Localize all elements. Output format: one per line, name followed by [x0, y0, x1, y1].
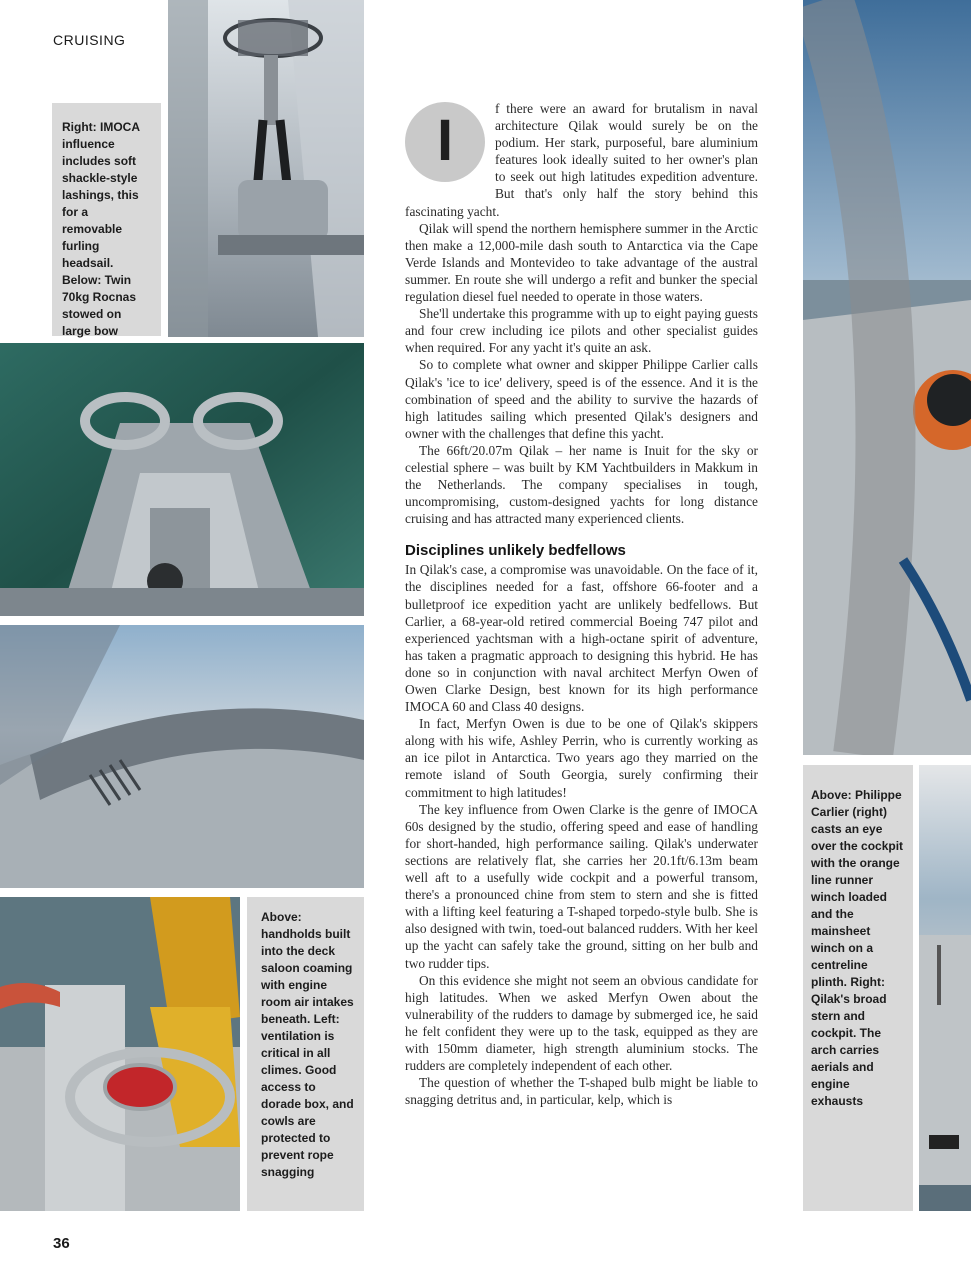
photo-deck-saloon-coaming	[0, 625, 364, 888]
article-paragraph: The 66ft/20.07m Qilak – her name is Inuit for the sky or celestial sphere – was built by KM Yachtbuilders in Makkum in the Netherlands. The company specialises in tough, uncompromising, custom-designed yachts for long distance cruising and has attracted many experienced clients.	[405, 442, 758, 527]
article-paragraph: In Qilak's case, a compromise was unavoidable. On the face of it, the disciplines needed for a fast, offshore 66-footer and a bulletproof ice expedition yacht are unlikely bedfellows. But Carlier, a 68-year-old retired commercial Boeing 747 pilot and experienced yachtsman with a high-octane spirit of adventure, has taken a pragmatic approach to designing this hybrid. He has done so in conjunction with naval architect Merfyn Owen of Owen Clarke Design, best known for its high performance IMOCA 60 and Class 40 designs.	[405, 562, 758, 715]
article-paragraph: The key influence from Owen Clarke is the genre of IMOCA 60s designed by the studio, offering speed and ease of handling for short-handed, high performance sailing. Qilak's underwater sections are relatively flat, she carries her 20.1ft/6.13m beam well aft to a usefully wide cockpit and a powerful transom, there's a pronounced chine from stem to stern and she is fitted with a lifting keel featuring a T-shaped torpedo-style bulb. She is also designed with twin, toed-out balanced rudders. With her keel up the yacht can safely take the ground, sitting on her bulb and two rudder tips.	[405, 801, 758, 971]
photo-shackle-lashing	[168, 0, 364, 337]
photo-cockpit-winch	[803, 0, 971, 755]
article-paragraph: On this evidence she might not seem an obvious candidate for high latitudes. When we asked Merfyn Owen about the vulnerability of the rudders to damage by submerged ice, he said he felt confident they were up to the task, equipped as they are with 150mm diameter, high strength aluminium stocks. The rudders are completely independent of each other.	[405, 972, 758, 1074]
article-paragraph: She'll undertake this programme with up to eight paying guests and four crew including ice pilots and other specialist guides when required. For any yacht it's quite an ask.	[405, 306, 758, 356]
article-subheading: Disciplines unlikely bedfellows	[405, 542, 626, 560]
photo-dorade-box	[0, 897, 240, 1211]
photo-stern-arch	[919, 765, 971, 1211]
drop-cap-letter: I	[436, 108, 454, 173]
photo-bow-rollers	[0, 343, 364, 616]
article-paragraph: The question of whether the T-shaped bulb might be liable to snagging detritus and, in particular, kelp, which is	[405, 1075, 758, 1108]
drop-cap	[405, 102, 485, 182]
article-paragraph: f there were an award for brutalism in naval architecture Qilak would surely be on the podium. Her stark, purposeful, bare aluminium features look ideally suited to her owner's plan to seek out high latitudes expedition adventure. But that's only half the story behind this fascinating yacht.	[405, 101, 758, 219]
article-body	[405, 100, 758, 1108]
page-number: 36	[53, 1235, 70, 1252]
article-paragraph: Qilak will spend the northern hemisphere summer in the Arctic then make a 12,000-mile dash south to Antarctica via the Cape Verde Islands and Montevideo to take advantage of the austral summer. En route she will undergo a refit and bunker the special regulation diesel fuel needed to operate in those waters.	[405, 220, 758, 305]
section-label: CRUISING	[53, 32, 126, 48]
caption-right: Above: Philippe Carlier (right) casts an eye over the cockpit with the orange line runner winch loaded and the mainsheet winch on a centreline plinth. Right: Qilak's broad stern and cockpit. The arch carries aerials and engine exhausts	[803, 765, 913, 1211]
article-paragraph: In fact, Merfyn Owen is due to be one of Qilak's skippers along with his wife, Ashley Perrin, who is currently working as an ice pilot in Antarctica. Two years ago they married on the remote island of South Georgia, surely confirming their commitment to high latitudes!	[405, 716, 758, 800]
caption-top-left: Right: IMOCA influence includes soft shackle-style lashings, this for a removable furling headsail. Below: Twin 70kg Rocnas stowed on large bow	[52, 103, 161, 336]
caption-bottom-left: Above: handholds built into the deck saloon coaming with engine room air intakes beneath. Left: ventilation is critical in all climes. Good access to dorade box, and cowls are protected to prevent rope snagging	[247, 897, 364, 1211]
article-paragraph: So to complete what owner and skipper Philippe Carlier calls Qilak's 'ice to ice' delivery, speed is of the essence. And it is the combination of speed and the ability to survive the hazards of high latitudes sailing which presented Qilak's designers and owner with the challenges that define this yacht.	[405, 357, 758, 441]
